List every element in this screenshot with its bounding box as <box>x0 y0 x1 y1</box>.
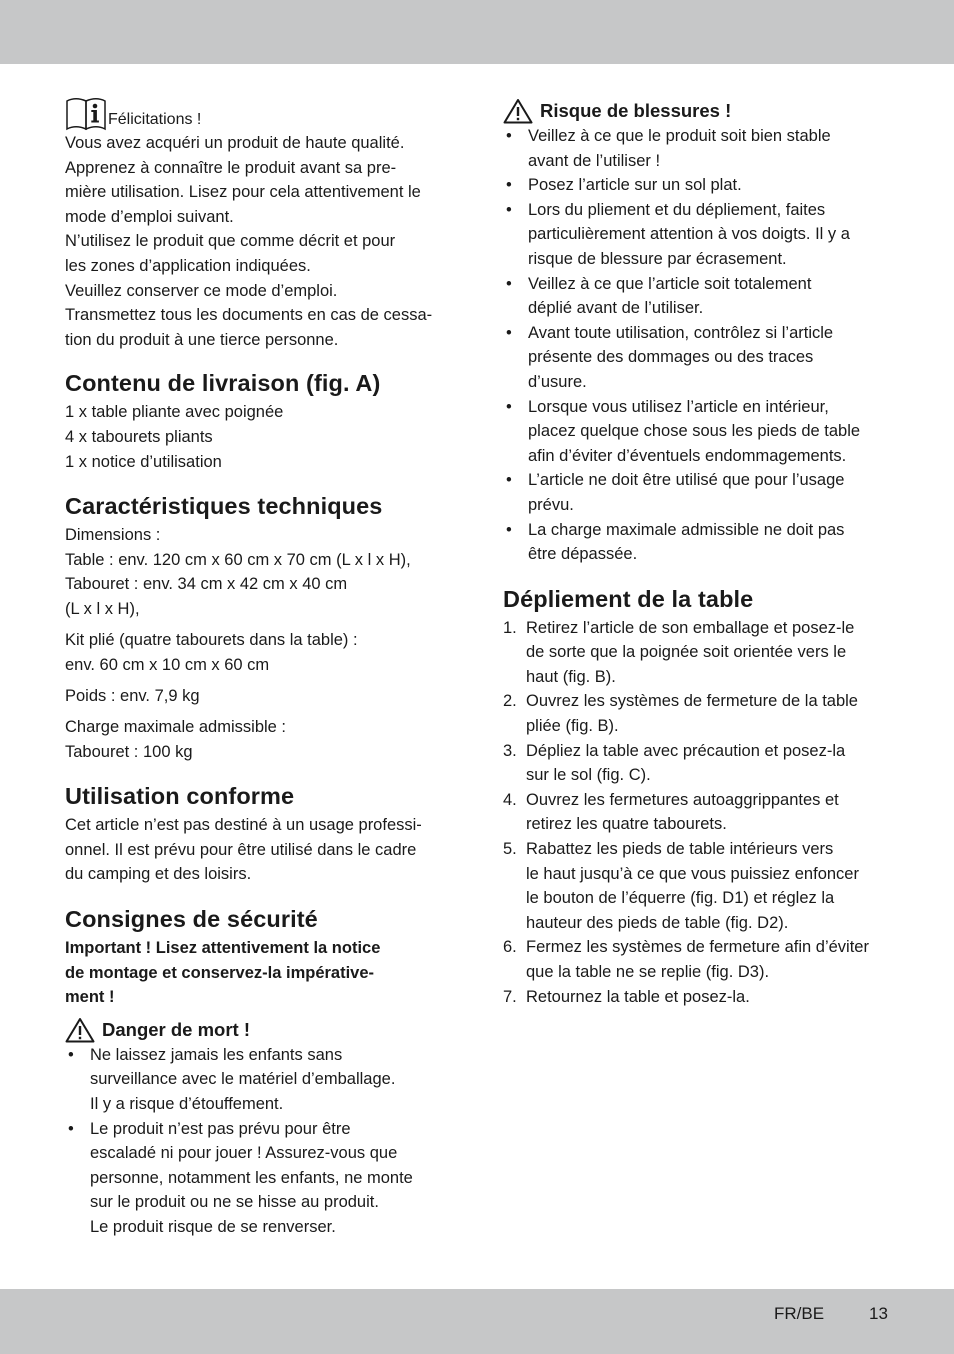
spec-table-dimensions: Table : env. 120 cm x 60 cm x 70 cm (L x l x H), <box>65 550 411 569</box>
step-item: 7. Retournez la table et posez-la. <box>503 987 750 1006</box>
unfold-steps <box>503 616 893 1010</box>
spec-stool-dimensions-unit: (L x l x H), <box>65 599 140 618</box>
step-item: 2. Ouvrez les systèmes de fermeture de la table pliée (fig. B). <box>503 692 858 736</box>
usage-line: du camping et des loisirs. <box>65 865 252 884</box>
delivery-heading: Contenu de livraison (fig. A) <box>65 370 381 397</box>
right-column <box>503 98 893 1009</box>
intro-line: Transmettez tous les documents en cas de cessa- <box>65 306 433 325</box>
list-item: • Lorsque vous utilisez l’article en intérieur, placez quelque chose sous les pieds de table afin d’éviter d’éventuels endommagements. <box>503 395 893 469</box>
intro-line: mière utilisation. Lisez pour cela attentivement le <box>65 183 421 202</box>
warning-triangle-icon <box>65 1017 95 1043</box>
spec-stool-dimensions: Tabouret : env. 34 cm x 42 cm x 40 cm <box>65 575 348 594</box>
unfold-heading: Dépliement de la table <box>503 585 754 612</box>
list-item: • Le produit n’est pas prévu pour être escaladé ni pour jouer ! Assurez-vous que personne, notamment les enfants, ne monte sur le produit ou ne se hisse au produit. Le produit risque de se renverser. <box>65 1117 455 1240</box>
important-note: Important ! Lisez attentivement la notice <box>65 939 381 958</box>
intro-line: les zones d’application indiquées. <box>65 256 311 275</box>
warning-triangle-icon <box>503 98 533 124</box>
important-note: de montage et conservez-la impérative- <box>65 963 375 982</box>
spec-max-load-stool: Tabouret : 100 kg <box>65 742 193 761</box>
left-column <box>65 95 455 1240</box>
delivery-item: 1 x notice d’utilisation <box>65 452 222 471</box>
usage-line: Cet article n’est pas destiné à un usage professi- <box>65 816 422 835</box>
spec-folded-kit-size: env. 60 cm x 10 cm x 60 cm <box>65 655 270 674</box>
intro-header <box>65 95 455 131</box>
step-item: 3. Dépliez la table avec précaution et posez-la sur le sol (fig. C). <box>503 741 846 785</box>
page-number: 13 <box>869 1304 888 1323</box>
list-item: • La charge maximale admissible ne doit pas être dépassée. <box>503 518 893 567</box>
step-item: 4. Ouvrez les fermetures autoaggrippantes et retirez les quatre tabourets. <box>503 790 839 834</box>
intro-label: Félicitations ! <box>108 111 202 128</box>
intro-line: mode d’emploi suivant. <box>65 207 234 226</box>
usage-line: onnel. Il est prévu pour être utilisé dans le cadre <box>65 840 417 859</box>
step-item: 5. Rabattez les pieds de table intérieurs vers le haut jusqu’à ce que vous puissiez enfoncer le bouton de l’équerre (fig. D1) et réglez la hauteur des pieds de table (fig. D2). <box>503 840 859 932</box>
danger-title: Danger de mort ! <box>102 1018 251 1040</box>
spec-max-load-label: Charge maximale admissible : <box>65 718 287 737</box>
injury-list <box>503 124 893 567</box>
danger-list <box>65 1043 455 1240</box>
list-item: • Avant toute utilisation, contrôlez si l’article présente des dommages ou des traces d’usure. <box>503 321 893 395</box>
important-note: ment ! <box>65 988 115 1007</box>
intro-line: Vous avez acquéri un produit de haute qualité. <box>65 134 405 152</box>
header-band <box>0 0 954 64</box>
step-item: 1. Retirez l’article de son emballage et posez-le de sorte que la poignée soit orientée vers le haut (fig. B). <box>503 618 855 686</box>
safety-heading: Consignes de sécurité <box>65 906 318 933</box>
list-item: • Ne laissez jamais les enfants sans surveillance avec le matériel d’emballage. Il y a risque d’étouffement. <box>65 1043 455 1117</box>
usage-heading: Utilisation conforme <box>65 783 295 810</box>
intro-line: Veuillez conserver ce mode d’emploi. <box>65 281 338 300</box>
list-item: • Lors du pliement et du dépliement, faites particulièrement attention à vos doigts. Il y a risque de blessure par écrasement. <box>503 198 893 272</box>
intro-line: Apprenez à connaître le produit avant sa pre- <box>65 158 397 177</box>
list-item: • Veillez à ce que le produit soit bien stable avant de l’utiliser ! <box>503 124 893 173</box>
specs-heading: Caractéristiques techniques <box>65 493 383 520</box>
book-info-icon <box>65 97 107 131</box>
danger-header <box>65 1017 455 1043</box>
intro-line: N’utilisez le produit que comme décrit et pour <box>65 232 396 251</box>
list-item: • Posez l’article sur un sol plat. <box>503 173 893 198</box>
injury-header <box>503 98 893 124</box>
spec-weight: Poids : env. 7,9 kg <box>65 686 200 705</box>
delivery-item: 1 x table pliante avec poignée <box>65 403 284 422</box>
spec-dimensions-label: Dimensions : <box>65 526 161 545</box>
footer-language: FR/BE <box>774 1304 825 1323</box>
spec-folded-kit: Kit plié (quatre tabourets dans la table) : <box>65 631 358 650</box>
list-item: • Veillez à ce que l’article soit totalement déplié avant de l’utiliser. <box>503 272 893 321</box>
step-item: 6. Fermez les systèmes de fermeture afin d’éviter que la table ne se replie (fig. D3). <box>503 938 869 981</box>
list-item: • L’article ne doit être utilisé que pour l’usage prévu. <box>503 468 893 517</box>
delivery-item: 4 x tabourets pliants <box>65 427 213 446</box>
injury-title: Risque de blessures ! <box>540 100 732 121</box>
intro-line: tion du produit à une tierce personne. <box>65 330 339 349</box>
